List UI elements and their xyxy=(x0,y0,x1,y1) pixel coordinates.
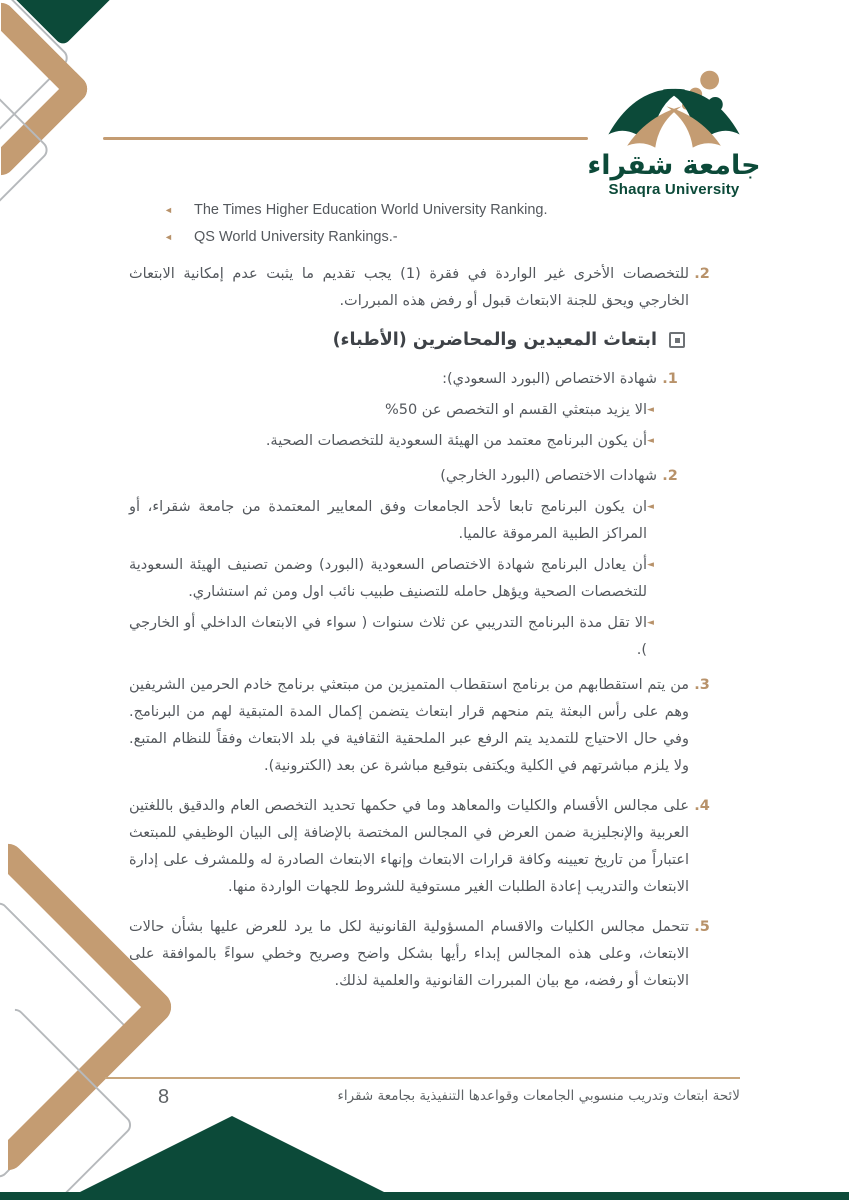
ranking-label: The Times Higher Education World University Ranking. xyxy=(194,202,548,218)
rankings-list xyxy=(129,197,715,251)
item-number: 1. xyxy=(662,371,678,387)
list-item xyxy=(129,494,675,548)
page-number: 8 xyxy=(158,1086,170,1108)
numbered-item xyxy=(129,261,715,315)
item-text: شهادة الاختصاص (البورد السعودي): xyxy=(442,371,657,387)
section-heading xyxy=(129,328,715,352)
bullet-triangle-icon: ◄ xyxy=(647,618,654,628)
bottom-green-bar xyxy=(0,1192,849,1200)
logo-arabic-name: جامعة شقراء xyxy=(587,150,761,181)
list-item xyxy=(129,397,675,424)
list-item xyxy=(129,224,715,251)
bullet-triangle-icon: ◄ xyxy=(647,436,654,446)
numbered-item xyxy=(129,672,715,780)
footer-divider xyxy=(105,1077,740,1079)
bullet-triangle-icon: ◄ xyxy=(647,405,654,415)
item-number: 2. xyxy=(662,468,678,484)
footer-title: لائحة ابتعاث وتدريب منسوبي الجامعات وقواعدها التنفيذية بجامعة شقراء xyxy=(337,1088,740,1104)
bullet-text: أن يعادل البرنامج شهادة الاختصاص السعودية (البورد) وضمن تصنيف الهيئة السعودية للتخصصات الصحية ويؤهل حامله للتصنيف طبيب نائب اول ومن ثم استشاري. xyxy=(129,557,647,600)
bullet-text: أن يكون البرنامج معتمد من الهيئة السعودية للتخصصات الصحية. xyxy=(265,433,647,449)
logo-english-name: Shaqra University xyxy=(608,181,740,199)
item-number: 3. xyxy=(694,677,710,693)
numbered-item xyxy=(129,914,715,995)
item-text: على مجالس الأقسام والكليات والمعاهد وما في حكمها تحديد التخصص العام والدقيق باللغتين العربية والإنجليزية ضمن العرض في المجالس المختصة بالإضافة إلى البيان الوظيفي للمبتعث اعتباراً من تاريخ تعيينه وكافة قرارات الابتعاث وإنهاء الابتعاث الصادرة له وللمشرف على إدارة الابتعاث والتدريب إعادة الطلبات الغير مستوفية للشروط للجهات الواردة منها. xyxy=(129,798,689,895)
bullet-list xyxy=(129,397,715,455)
bullet-text: الا تقل مدة البرنامج التدريبي عن ثلاث سنوات ( سواء في الابتعاث الداخلي أو الخارجي ). xyxy=(129,615,647,658)
numbered-item xyxy=(129,463,715,490)
item-text: شهادات الاختصاص (البورد الخارجي) xyxy=(440,468,657,484)
bullet-triangle-icon: ◄ xyxy=(164,232,173,242)
item-text: للتخصصات الأخرى غير الواردة في فقرة (1) يجب تقديم ما يثبت عدم إمكانية الابتعاث الخارجي ويحق للجنة الابتعاث قبول أو رفض هذه المبررات. xyxy=(129,266,689,309)
bullet-triangle-icon: ◄ xyxy=(647,560,654,570)
section-heading-text: ابتعاث المعيدين والمحاضرين (الأطباء) xyxy=(332,330,657,350)
list-item xyxy=(129,552,675,606)
numbered-item xyxy=(129,366,715,393)
item-number: 4. xyxy=(694,798,710,814)
list-item xyxy=(129,197,715,224)
bullet-triangle-icon: ◄ xyxy=(164,205,173,215)
square-bullet-icon xyxy=(669,332,685,348)
item-number: 2. xyxy=(694,266,710,282)
open-book-logo-icon xyxy=(599,68,749,154)
list-item xyxy=(129,428,675,455)
green-triangle-decoration-icon xyxy=(68,1116,396,1198)
numbered-item xyxy=(129,793,715,901)
ranking-label: QS World University Rankings.- xyxy=(194,229,398,245)
bullet-triangle-icon: ◄ xyxy=(647,502,654,512)
item-number: 5. xyxy=(694,919,710,935)
bullet-text: ان يكون البرنامج تابعا لأحد الجامعات وفق المعايير المعتمدة من جامعة شقراء، أو المراكز الطبية المرموقة عالميا. xyxy=(129,499,647,542)
item-text: من يتم استقطابهم من برنامج استقطاب المتميزين من مبتعثي برنامج خادم الحرمين الشريفين وهم على رأس البعثة يتم منحهم قرار ابتعاث يتضمن إكمال المدة المتبقية لهم من البرنامج. وفي حال الاحتياج للتمديد يتم الرفع عبر الملحقية الثقافية في بلد الابتعاث وفقاً للنظام المتبع. ولا يلزم مباشرتهم في الكلية ويكتفى بتوقيع مباشرة عن بعد (الكترونية). xyxy=(129,677,689,774)
item-text: تتحمل مجالس الكليات والاقسام المسؤولية القانونية لكل ما يرد للعرض عليها بشأن حالات الابتعاث، وعلى هذه المجالس إبداء رأيها بشكل واضح وصريح وخطي سواءً بالموافقة على الابتعاث أو رفضه، مع بيان المبررات القانونية والعلمية لذلك. xyxy=(129,919,689,989)
university-logo xyxy=(578,68,770,198)
header-divider xyxy=(103,137,588,140)
bullet-text: الا يزيد مبتعثي القسم او التخصص عن 50% xyxy=(384,402,647,418)
list-item xyxy=(129,610,675,664)
document-body xyxy=(129,197,715,1008)
bullet-list xyxy=(129,494,715,664)
